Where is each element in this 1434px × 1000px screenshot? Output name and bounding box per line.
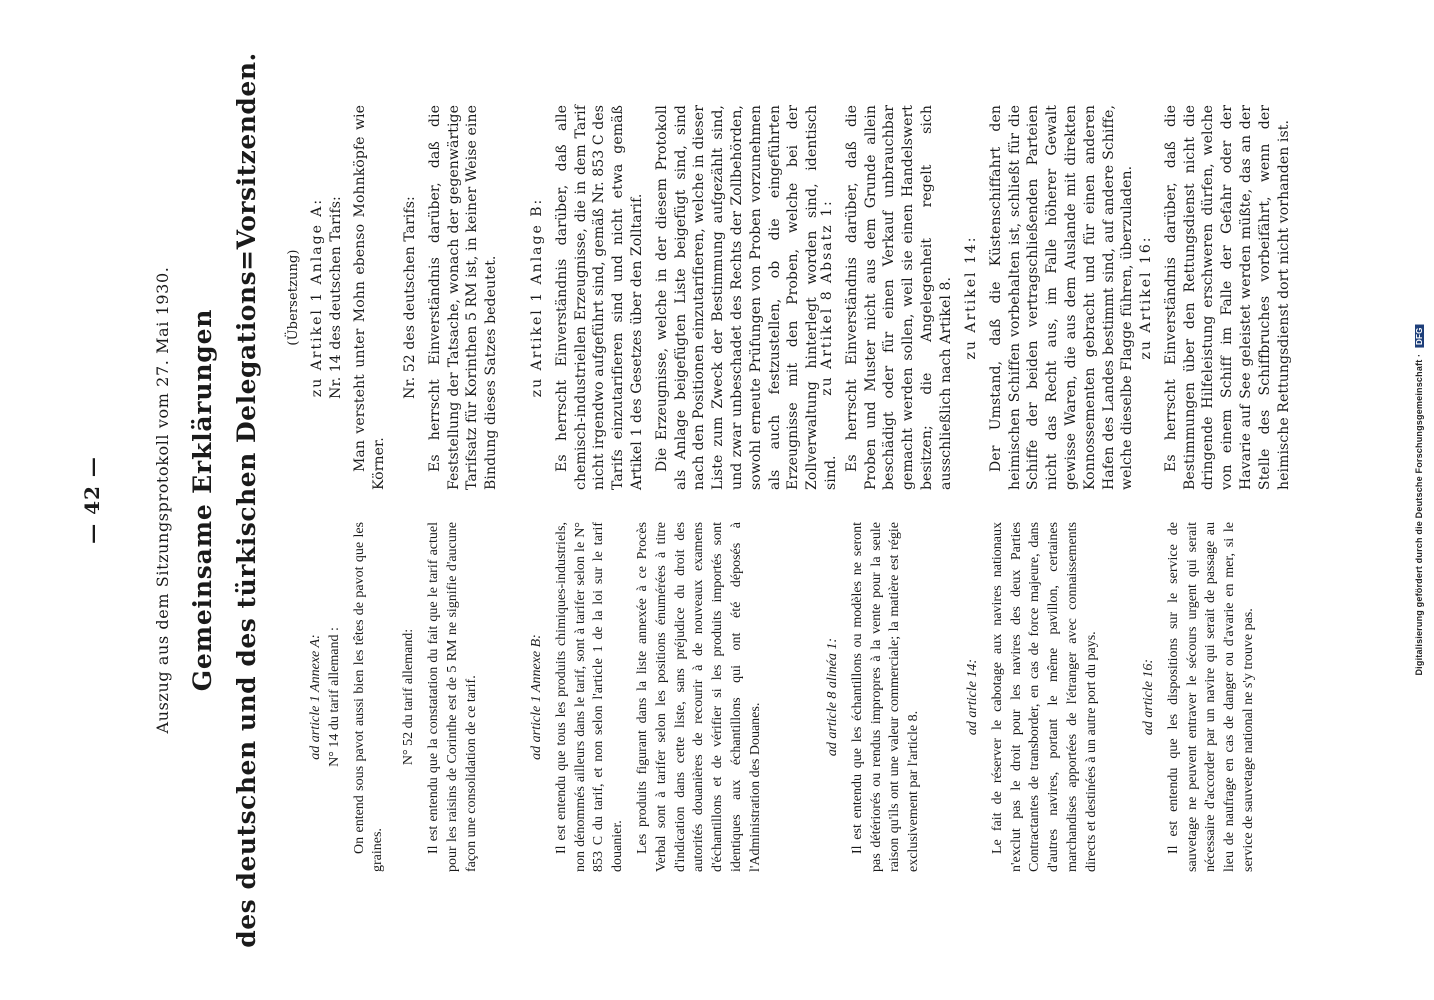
de-text-kuestenschiffahrt: Der Umstand, daß die Küstenschiffahrt den heimischen Schiffen vorbehalten ist, schließt für die Schiffe der beiden vertragschließenden Parteien nicht das Recht aus, im Falle höherer Gewalt gewisse Waren, die aus dem Auslande mit direkten Konnossementen gebracht und für einen anderen Hafen des Landes bestimmt sind, auf andere Schiffe, welche dieselbe Flagge führen, überzuladen. — [987, 105, 1136, 490]
fr-text-chimiques: Il est entendu que tous les produits chimiques-industriels, non dénommés ailleurs dans le tarif, sont à tarifer selon le N° 853 C du tarif, et non selon l'article 1 de la loi sur le tarif douanier. — [553, 522, 626, 872]
fr-sub-n14: N° 14 du tarif allemand : — [326, 627, 342, 767]
dfg-logo: DFG — [1415, 324, 1424, 348]
digitization-credit — [1414, 324, 1424, 675]
fr-heading-annexe-a: ad article 1 Annexe A: — [308, 634, 323, 760]
digitization-credit-text: Digitalisierung gefördert durch die Deutsche Forschungsgemeinschaft · — [1414, 353, 1424, 676]
de-heading-anlage-b: zu Artikel 1 Anlage B: — [529, 197, 545, 398]
page-number: — 42 — — [80, 456, 104, 544]
de-text-chemisch: Es herrscht Einverständnis darüber, daß alle chemisch-industriellen Erzeugnisse, die in dem Tarif nicht irgendwo aufgeführt sind, gemäß Nr. 853 C des Tarifs einzutarifieren sind und nicht etwa gemäß Artikel 1 des Gesetzes über den Zolltarif. — [553, 105, 645, 490]
fr-text-cabotage: Le fait de réserver le cabotage aux navires nationaux n'exclut pas le droit pour les navires des deux Parties Contractantes de transborder, en cas de force majeure, dans d'autres navires, portant le même pavillon, certaines marchandises apportées de l'étranger avec connaissements directs et destinées à un autre port du pays. — [989, 522, 1099, 872]
de-sub-nr14: Nr. 14 des deutschen Tarifs: — [327, 196, 344, 399]
fr-heading-article-14: ad article 14: — [965, 658, 980, 736]
fr-heading-article-8: ad article 8 alinéa 1: — [825, 637, 840, 757]
fr-heading-article-16: ad article 16: — [1141, 658, 1156, 736]
main-title-line1: Gemeinsame Erklärungen — [188, 308, 217, 692]
de-heading-artikel-8: zu Artikel 8 Absatz 1: — [819, 199, 835, 396]
fr-sub-n52: N° 52 du tarif allemand: — [401, 628, 417, 766]
de-text-proben: Es herrscht Einverständnis darüber, daß die Proben und Muster nicht aus dem Grunde allein beschädigt oder für einen Verkauf unbrauchbar gemacht werden sollen, weil sie einen Handelswert besitzen; die Angelegenheit regelt sich ausschließlich nach Artikel 8. — [843, 105, 954, 490]
translation-note: (Übersetzung) — [286, 249, 301, 346]
main-title-line2: des deutschen und des türkischen Delegations=Vorsitzenden. — [232, 52, 261, 948]
protocol-title: Auszug aus dem Sitzungsprotokoll vom 27. Mai 1930. — [153, 266, 172, 734]
de-heading-anlage-a: zu Artikel 1 Anlage A: — [308, 197, 325, 398]
fr-text-echantillons: Il est entendu que les échantillons ou modèles ne seront pas détériorés ou rendus impropres à la vente pour la seule raison qu'ils ont une valeur commerciale; la matière est régie exclusivement par l'article 8. — [849, 522, 922, 872]
de-heading-artikel-14: zu Artikel 14: — [963, 235, 979, 360]
de-text-erzeugnisse: Die Erzeugnisse, welche in der diesem Protokoll als Anlage beigefügten Liste beigefügt sind, sind nach den Positionen einzutarifieren, welche in dieser Liste zum Zweck der Bestimmung aufgezählt sind, und zwar unbeschadet des Rechts der Zollbehörden, sowohl erneute Prüfungen von Proben vorzunehmen als auch festzustellen, ob die eingeführten Erzeugnisse mit den Proben, welche bei der Zollverwaltung hinterlegt worden sind, identisch sind. — [653, 105, 839, 490]
de-text-rettungsdienst: Es herrscht Einverständnis darüber, daß die Bestimmungen über den Rettungsdienst nicht die dringende Hilfeleistung erschweren dürfen, welche von einem Schiff im Falle der Gefahr oder der Havarie auf See geleistet werden müßte, das an der Stelle des Schiffbruches vorbeifährt, wenn der heimische Rettungsdienst dort nicht vorhanden ist. — [1162, 105, 1292, 490]
de-text-korinthen: Es herrscht Einverständnis darüber, daß die Feststellung der Tatsache, wonach der gegenwärtige Tarifsatz für Korinthen 5 RM ist, in keiner Weise eine Bindung dieses Satzes bedeutet. — [426, 105, 500, 490]
de-text-mohn: Man versteht unter Mohn ebenso Mohnköpfe wie Körner. — [352, 105, 388, 490]
fr-text-corinthe: Il est entendu que la constatation du fait que le tarif actuel pour les raisins de Corinthe est de 5 RM ne signifie d'aucune façon une consolidation de ce tarif. — [425, 522, 479, 872]
fr-text-produits: Les produits figurant dans la liste annexée à ce Procès Verbal sont à tarifer selon les positions énumérées à titre d'indication dans cette liste, sans préjudice du droit des autorités douanières de recourir à de nouveaux examens d'échantillons et de vérifier si les produits importés sont identiques aux échantillons qui ont été déposés à l'Administration des Douanes. — [634, 522, 763, 872]
fr-text-sauvetage: Il est entendu que les dispositions sur le service de sauvetage ne peuvent entraver le sécours urgent qui serait nécessaire d'accorder par un navire qui serait de passage au lieu de naufrage en cas de danger ou d'avarie en mer, si le service de sauvetage national ne s'y trouve pas. — [1165, 522, 1256, 872]
fr-text-pavot: On entend sous pavot aussi bien les têtes de pavot que les graines. — [351, 522, 386, 872]
fr-heading-annexe-b: ad article 1 Annexe B: — [529, 634, 544, 760]
de-heading-artikel-16: zu Artikel 16: — [1138, 235, 1154, 360]
de-sub-nr52: Nr. 52 des deutschen Tarifs: — [401, 196, 418, 399]
